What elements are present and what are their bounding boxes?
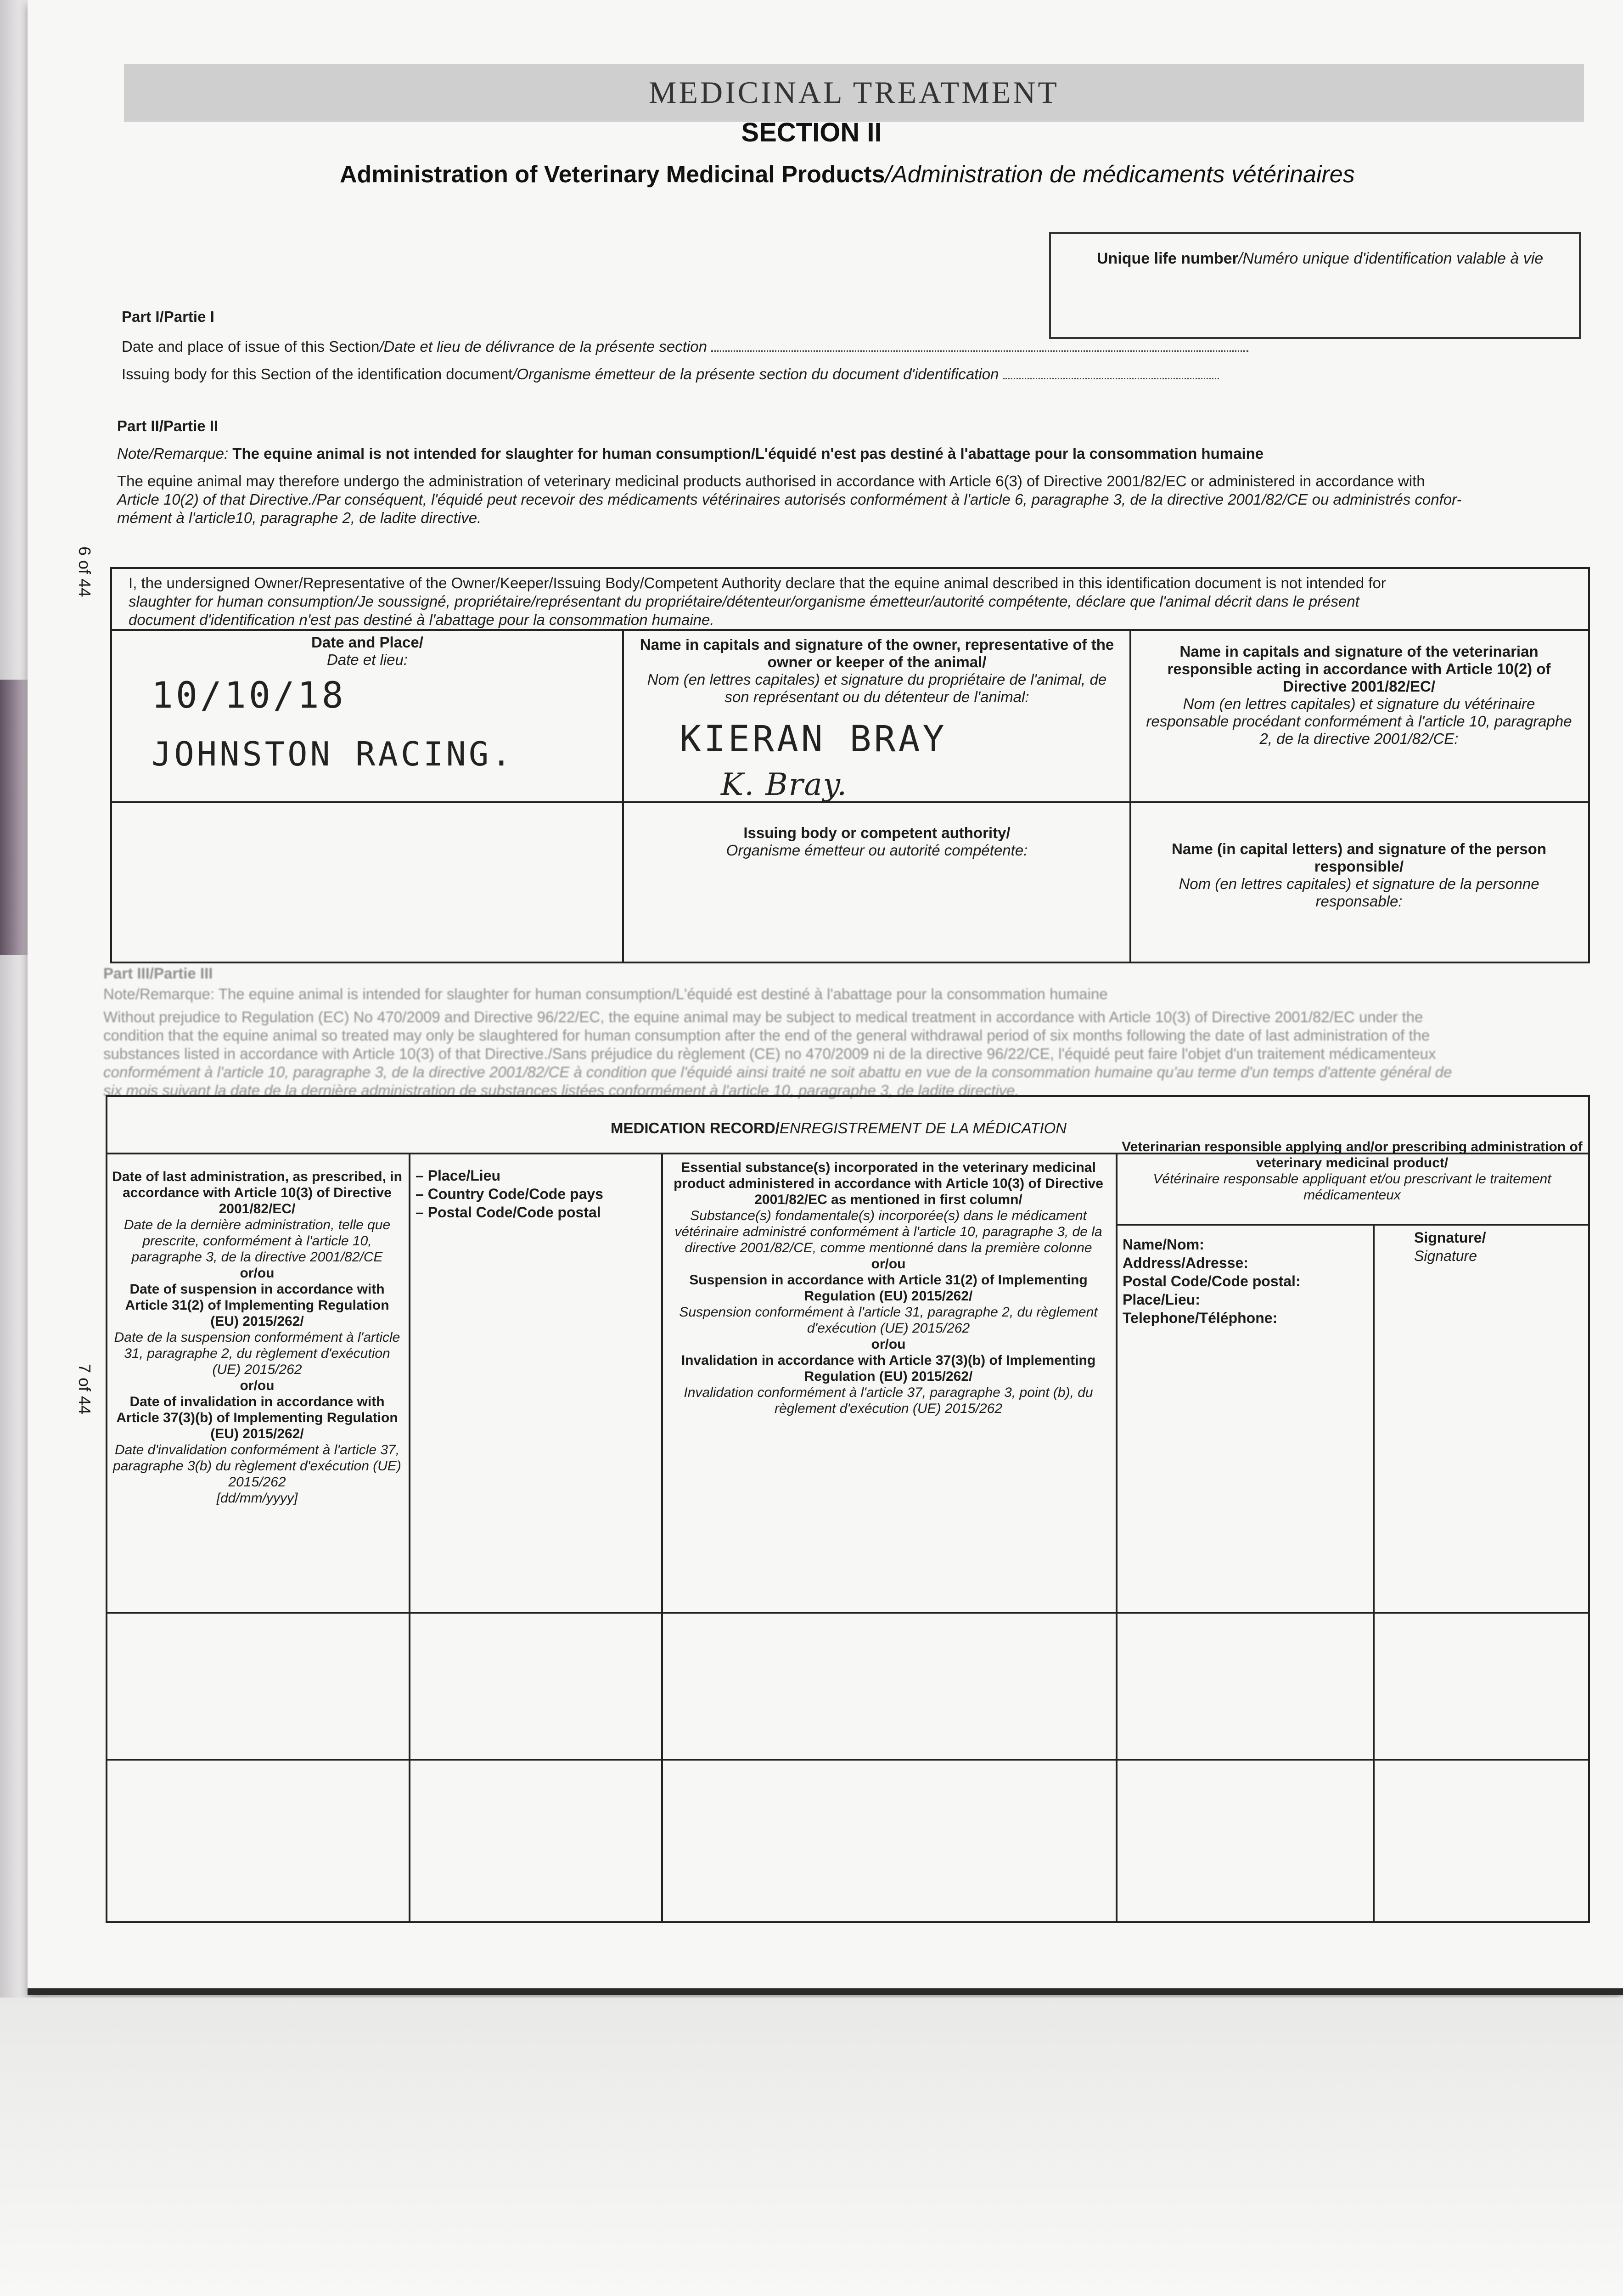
page-number-top: 6 of 44 bbox=[75, 546, 94, 597]
date-place-header: Date and Place/ Date et lieu: bbox=[311, 634, 423, 668]
part3-note: Note/Remarque: The equine animal is intended for slaughter for human consumption/L'équidé est destiné à l'abattage pour la consommation humaine bbox=[103, 985, 1108, 1002]
page-number-bottom: 7 of 44 bbox=[75, 1364, 94, 1415]
part2-title: Part II/Partie II bbox=[117, 417, 219, 434]
part3-para-line4: conformément à l'article 10, paragraphe 3, de la directive 2001/82/CE à condition que l'équidé ainsi traité ne soit abattu en vue de la consommation humaine qu'au terme d'un temps d'attente général de bbox=[103, 1064, 1452, 1080]
part2-para-line3: mément à l'article10, paragraphe 2, de ladite directive. bbox=[117, 509, 482, 526]
vet-fields: Name/Nom: Address/Adresse: Postal Code/Code postal: Place/Lieu: Telephone/Téléphone: bbox=[1123, 1236, 1301, 1326]
scan-background bbox=[0, 1998, 1623, 2296]
signature-header: Signature/ Signature bbox=[1414, 1229, 1486, 1264]
section-title: SECTION II bbox=[741, 118, 882, 147]
date-of-administration-header: Date of last administration, as prescribed, in accordance with Article 10(3) of Directive 2001/82/EC/ Date de la dernière administration, telle que prescrite, conformément à l'article 10, paragraphe 3, de la directive 2001/82/CE or/ou Date of suspension in accordance with Article 31(2) of Implementing Regulation (EU) 2015/262/ Date de la suspension conformément à l'article 31, paragraphe 2, du règlement d'exécution (UE) 2015/262 or/ou Date of invalidation in accordance with Article 37(3)(b) of Implementing Regulation (EU) 2015/262/ Date d'invalidation conformément à l'article 37, paragraphe 3(b) du règlement d'exécution (UE) 2015/262 [dd/mm/yyyy] bbox=[112, 1169, 402, 1506]
part3-para-line1: Without prejudice to Regulation (EC) No 470/2009 and Directive 96/22/EC, the equine animal may be subject to medical treatment in accordance with Article 10(3) of Directive 2001/82/EC under the bbox=[103, 1008, 1423, 1025]
part2-note: Note/Remarque: The equine animal is not intended for slaughter for human consumption/L'équidé n'est pas destiné à l'abattage pour la consommation humaine bbox=[117, 445, 1264, 462]
divider bbox=[622, 629, 624, 962]
part3-para-line2: condition that the equine animal so treated may only be slaughtered for human consumption after the end of the general withdrawal period of six months following the date of last administration of the bbox=[103, 1027, 1430, 1044]
handwritten-owner-name[interactable]: KIERAN BRAY bbox=[680, 719, 947, 760]
divider bbox=[110, 801, 1588, 803]
banner-title: MEDICINAL TREATMENT bbox=[649, 75, 1059, 110]
place-header: – Place/Lieu – Country Code/Code pays – Postal Code/Code postal bbox=[416, 1167, 603, 1221]
handwritten-place[interactable]: JOHNSTON RACING. bbox=[152, 735, 514, 773]
part1-issuing-body-line[interactable]: Issuing body for this Section of the identification document/Organisme émetteur de la présente section du document d'identification bbox=[122, 365, 1219, 383]
divider bbox=[1129, 629, 1131, 962]
declaration-line2: slaughter for human consumption/Je soussigné, propriétaire/représentant du propriétaire/détenteur/organisme émetteur/autorité compétente, déclare que l'animal décrit dans le présent bbox=[129, 593, 1359, 610]
divider bbox=[409, 1153, 410, 1921]
page-subtitle: Administration of Veterinary Medicinal Products/Administration de médicaments vétérinaires bbox=[340, 161, 1355, 188]
medication-record-title: MEDICATION RECORD/ENREGISTREMENT DE LA MÉDICATION bbox=[611, 1120, 1067, 1137]
person-responsible-header: Name (in capital letters) and signature of the person responsible/ Nom (en lettres capitales) et signature de la personne responsable: bbox=[1172, 840, 1546, 910]
part3-para-line3: substances listed in accordance with Article 10(3) of that Directive./Sans préjudice du règlement (CE) no 470/2009 ni de la directive 96/22/CE, l'équidé peut faire l'objet d'un traitement médicamenteux bbox=[103, 1045, 1436, 1062]
divider bbox=[1373, 1224, 1375, 1921]
part3-title: Part III/Partie III bbox=[103, 965, 213, 982]
owner-signature-header: Name in capitals and signature of the owner, representative of the owner or keeper of the animal/ Nom (en lettres capitales) et signature du propriétaire de l'animal, de son représentant ou du détenteur de l'animal: bbox=[640, 636, 1114, 705]
part2-para-line1: The equine animal may therefore undergo the administration of veterinary medicinal products authorised in accordance with Article 6(3) of Directive 2001/82/EC or administered in accordance with bbox=[117, 473, 1425, 490]
part1-title: Part I/Partie I bbox=[122, 308, 214, 325]
veterinarian-header: Veterinarian responsible applying and/or prescribing administration of veterinary medicinal product/ Vétérinaire responsable appliquant et/ou prescrivant le traitement médicamenteux bbox=[1122, 1139, 1583, 1203]
divider bbox=[661, 1153, 663, 1921]
declaration-line1: I, the undersigned Owner/Representative of the Owner/Keeper/Issuing Body/Competent Authority declare that the equine animal described in this identification document is not intended for bbox=[129, 574, 1386, 591]
handwritten-date[interactable]: 10/10/18 bbox=[152, 675, 346, 716]
divider bbox=[106, 1612, 1588, 1614]
unique-life-number-box[interactable] bbox=[1049, 232, 1581, 339]
declaration-line3: document d'identification n'est pas destiné à l'abattage pour la consommation humaine. bbox=[129, 611, 714, 628]
uln-label: Unique life number/Numéro unique d'identification valable à vie bbox=[1097, 250, 1544, 267]
vet-signature-header: Name in capitals and signature of the veterinarian responsible acting in accordance with Article 10(2) of Directive 2001/82/EC/ Nom (en lettres capitales) et signature du vétérinaire responsable procédant conformément à l'article 10, paragraphe 2, de la directive 2001/82/CE: bbox=[1146, 643, 1572, 747]
header-banner bbox=[124, 64, 1584, 122]
divider bbox=[1116, 1153, 1118, 1921]
divider bbox=[110, 629, 1588, 631]
part1-date-place-line[interactable]: Date and place of issue of this Section/Date et lieu de délivrance de la présente section bbox=[122, 338, 1248, 356]
part2-para-line2: Article 10(2) of that Directive./Par conséquent, l'équidé peut recevoir des médicaments vétérinaires autorisés conformément à l'article 6, paragraphe 3, de la directive 2001/82/CE ou administrés confor- bbox=[117, 491, 1462, 508]
divider bbox=[1116, 1224, 1588, 1226]
issuing-body-header: Issuing body or competent authority/ Organisme émetteur ou autorité compétente: bbox=[726, 824, 1028, 859]
substances-header: Essential substance(s) incorporated in the veterinary medicinal product administered in accordance with Article 10(3) of Directive 2001/82/EC as mentioned in first column/ Substance(s) fondamentale(s) incorporée(s) dans le médicament vétérinaire administré conformément à l'article 10, paragraphe 3, de la directive 2001/82/CE, comme mentionné dans la première colonne or/ou Suspension in accordance with Article 31(2) of Implementing Regulation (EU) 2015/262/ Suspension conformément à l'article 31, paragraphe 2, du règlement d'exécution (UE) 2015/262 or/ou Invalidation in accordance with Article 37(3)(b) of Implementing Regulation (EU) 2015/262/ Invalidation conformément à l'article 37, paragraphe 3, point (b), du règlement d'exécution (UE) 2015/262 bbox=[674, 1160, 1103, 1416]
handwritten-signature[interactable]: K. Bray. bbox=[721, 767, 848, 802]
divider bbox=[106, 1759, 1588, 1761]
part3-para-line5: six mois suivant la date de la dernière administration de substances listées conformément à l'article 10, paragraphe 3, de ladite directive. bbox=[103, 1082, 1019, 1099]
